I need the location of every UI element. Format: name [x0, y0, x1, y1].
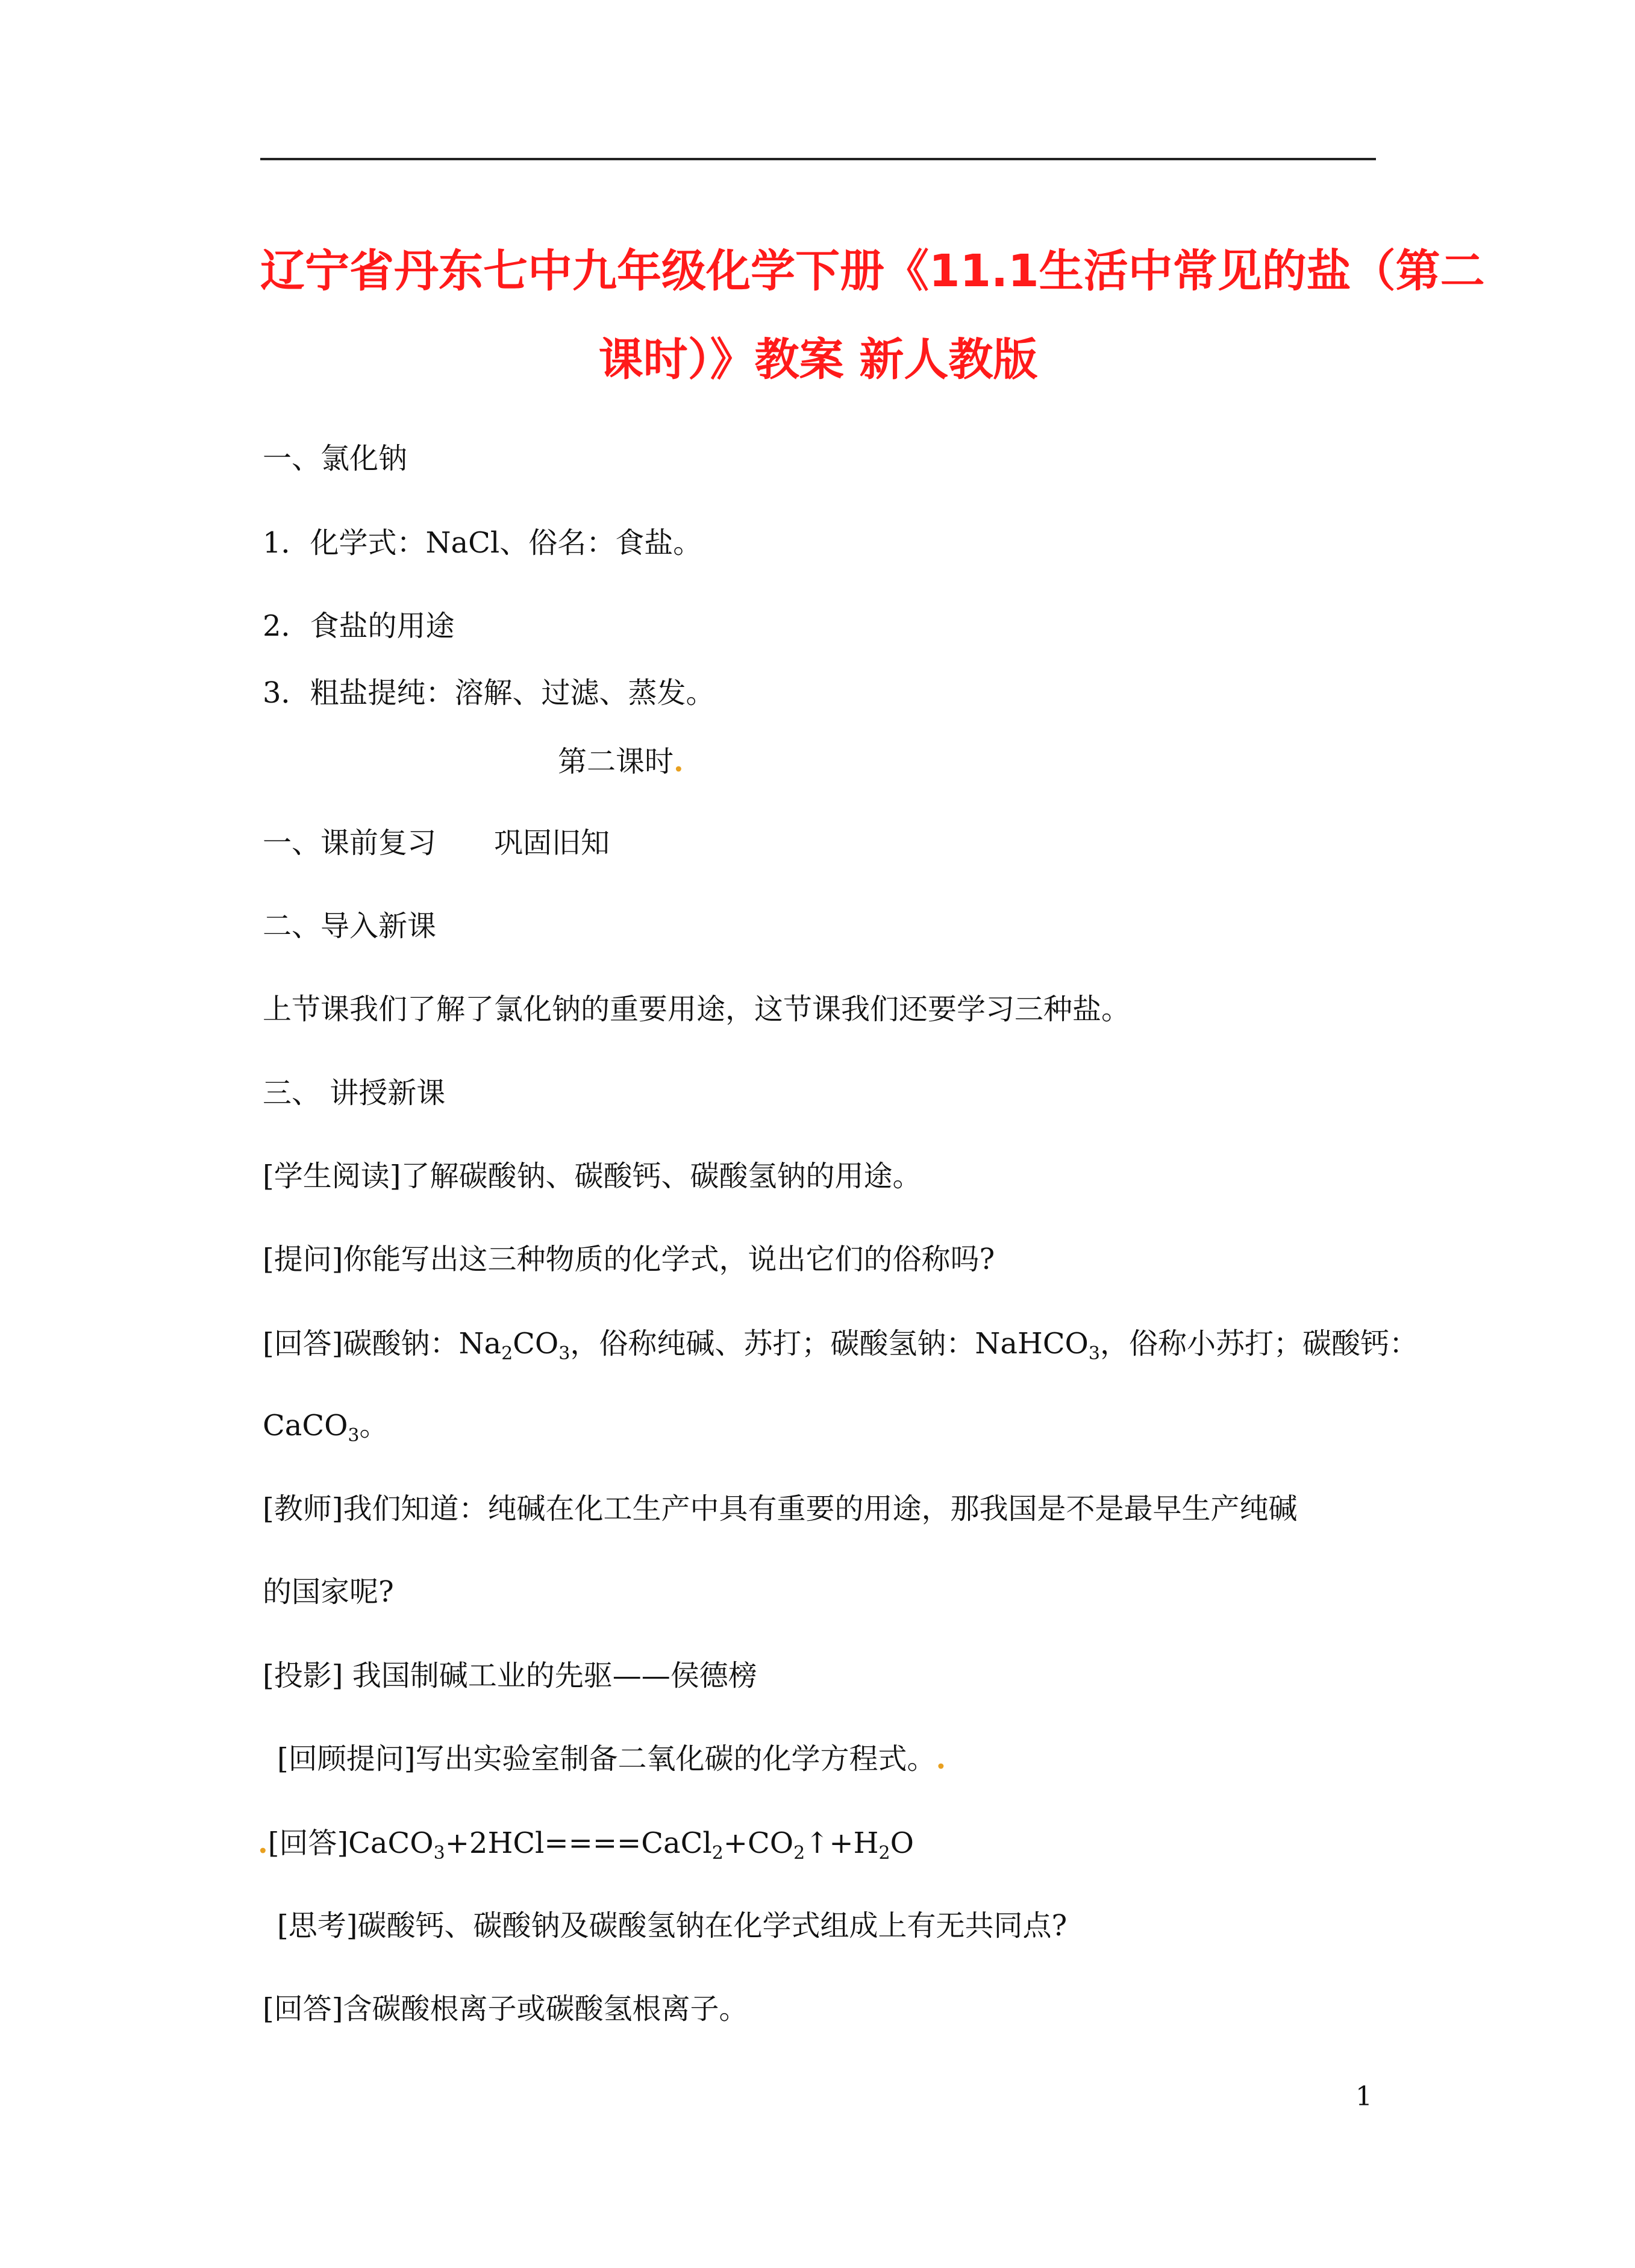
paragraph-teacher-continued: 的国家呢?: [263, 1575, 394, 1609]
paragraph-formula: 1．化学式：NaCl、俗名：食盐。: [263, 526, 702, 560]
equation-text: ↑+H: [805, 1826, 879, 1860]
paragraph-answer-formulas: [263, 1327, 1419, 1364]
subscript: 3: [348, 1425, 360, 1446]
review-question-text: [回顾提问]写出实验室制备二氧化碳的化学方程式。: [277, 1742, 936, 1776]
paragraph-answer-caco3: [263, 1409, 389, 1446]
equation-text: +2HCl====CaCl: [445, 1826, 712, 1860]
paragraph-answer-ions: [回答]含碳酸根离子或碳酸氢根离子。: [263, 1992, 748, 2026]
paragraph-think: [思考]碳酸钙、碳酸钠及碳酸氢钠在化学式组成上有无共同点?: [277, 1909, 1068, 1943]
subscript: 3: [1088, 1343, 1100, 1364]
header-rule: [260, 158, 1376, 160]
formula-text: 。: [359, 1409, 389, 1443]
lesson-heading: [558, 747, 684, 776]
page-number: 1: [1355, 2081, 1372, 2112]
formula-text: CaCO: [263, 1409, 348, 1443]
subscript: 2: [793, 1843, 805, 1864]
orange-dot-mark: .: [674, 745, 684, 778]
section-heading-sodium-chloride: 一、氯化钠: [263, 442, 408, 475]
title-line-2: 课时）》教案 新人教版: [598, 334, 1038, 386]
orange-dot-mark: .: [258, 1826, 268, 1860]
paragraph-student-reading: [学生阅读]了解碳酸钠、碳酸钙、碳酸氢钠的用途。: [263, 1159, 922, 1193]
answer-text-4: ，俗称小苏打；碳酸钙：: [1100, 1327, 1419, 1361]
subscript: 3: [558, 1343, 571, 1364]
subscript: 2: [711, 1843, 724, 1864]
subscript: 3: [433, 1843, 445, 1864]
paragraph-uses: 2．食盐的用途: [263, 609, 455, 643]
paragraph-projection: [投影] 我国制碱工业的先驱——侯德榜: [263, 1659, 757, 1693]
paragraph-equation: [258, 1826, 914, 1864]
subscript: 2: [878, 1843, 890, 1864]
orange-dot-mark: .: [936, 1742, 946, 1776]
answer-text-2: CO: [513, 1327, 559, 1361]
answer-text-3: ，俗称纯碱、苏打；碳酸氢钠：NaHCO: [570, 1327, 1089, 1361]
equation-text: +CO: [723, 1826, 794, 1860]
answer-text-1: [回答]碳酸钠：Na: [263, 1327, 502, 1361]
lesson-heading-text: 第二课时: [558, 745, 674, 778]
paragraph-question: [提问]你能写出这三种物质的化学式，说出它们的俗称吗?: [263, 1242, 995, 1276]
paragraph-intro: 上节课我们了解了氯化钠的重要用途，这节课我们还要学习三种盐。: [263, 992, 1131, 1026]
paragraph-purification: 3．粗盐提纯：溶解、过滤、蒸发。: [263, 676, 715, 710]
section-new-lesson: 三、 讲授新课: [263, 1076, 446, 1110]
subscript: 2: [501, 1343, 513, 1364]
section-review: 一、课前复习 巩固旧知: [263, 826, 610, 860]
paragraph-teacher: [教师]我们知道：纯碱在化工生产中具有重要的用途，那我国是不是最早生产纯碱: [263, 1492, 1298, 1526]
section-intro: 二、导入新课: [263, 909, 437, 943]
equation-text: [回答]CaCO: [267, 1826, 434, 1860]
title-line-1: 辽宁省丹东七中九年级化学下册《11.1生活中常见的盐（第二: [260, 245, 1485, 297]
paragraph-review-question: [277, 1742, 946, 1776]
equation-text: O: [890, 1826, 914, 1860]
